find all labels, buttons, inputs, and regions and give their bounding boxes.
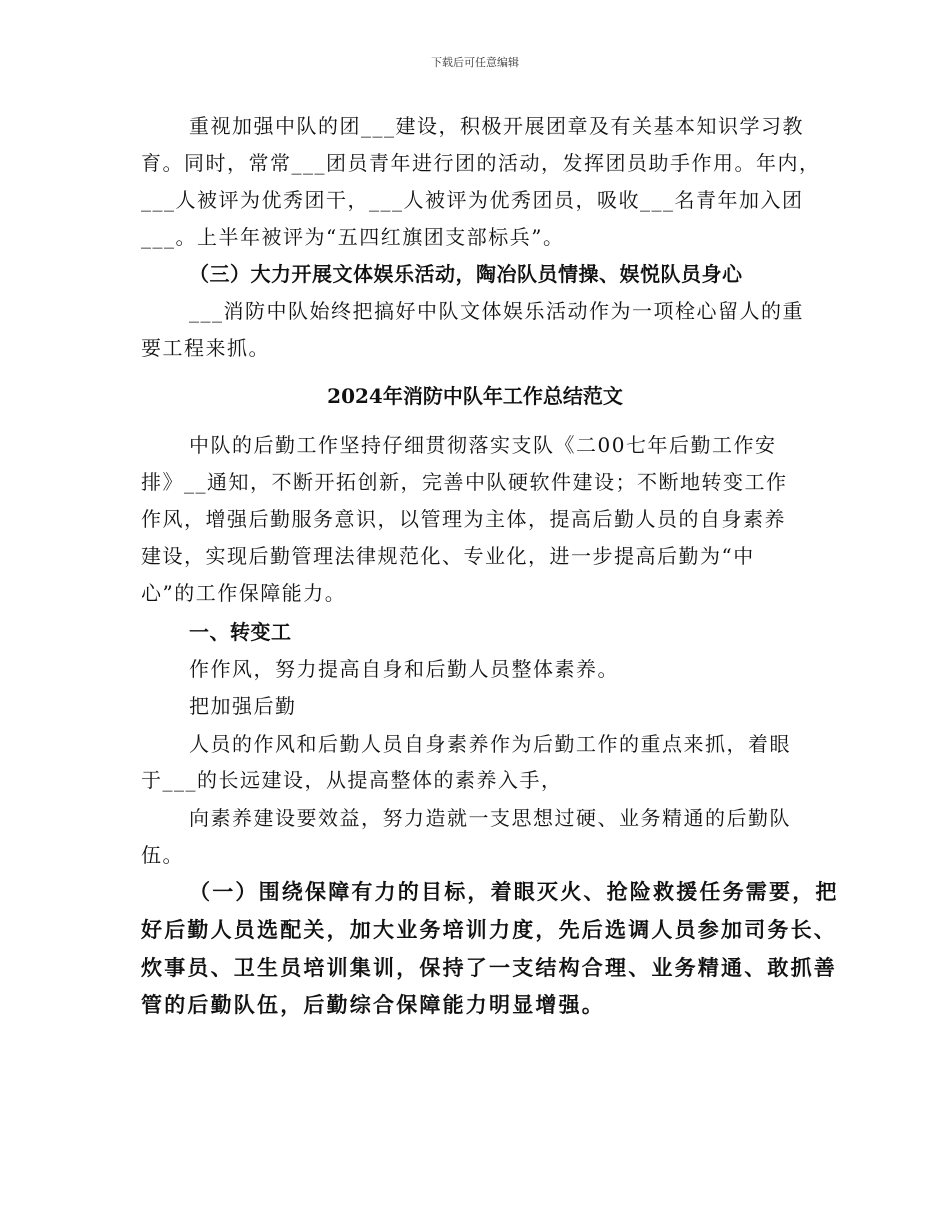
paragraph-line: ___消防中队始终把搞好中队文体娱乐活动作为一项栓心留人的重 [189,299,804,323]
bold-paragraph-line: （一）围绕保障有力的目标，着眼灭火、抢险救援任务需要，把 [189,879,839,904]
paragraph-line: 向素养建设要效益，努力造就一支思想过硬、业务精通的后勤队 [189,806,791,830]
paragraph-line: ___人被评为优秀团干，___人被评为优秀团员，吸收___名青年加入团 [141,188,804,212]
paragraph-line: 伍。 [141,843,184,867]
paragraph-line: 要工程来抓。 [141,336,270,360]
paragraph-line: 重视加强中队的团___建设，积极开展团章及有关基本知识学习教 [189,114,804,138]
paragraph-line: 中队的后勤工作坚持仔细贯彻落实支队《二00七年后勤工作安 [189,433,777,457]
paragraph-line: 育。同时，常常___团员青年进行团的活动，发挥团员助手作用。年内， [141,151,821,175]
bold-paragraph-line: 管的后勤队伍，后勤综合保障能力明显增强。 [141,992,605,1017]
bold-paragraph-line: 好后勤人员选配关，加大业务培训力度，先后选调人员参加司务长、 [141,917,837,942]
section-heading: 一、转变工 [189,620,292,644]
paragraph-line: 作风，增强后勤服务意识，以管理为主体，提高后勤人员的自身素养 [141,507,786,531]
paragraph-line: 建设，实现后勤管理法律规范化、专业化，进一步提高后勤为“中 [141,544,755,568]
section-heading: （三）大力开展文体娱乐活动，陶冶队员情操、娱悦队员身心 [189,262,743,286]
bold-paragraph-line: 炊事员、卫生员培训集训，保持了一支结构合理、业务精通、敢抓善 [141,955,837,980]
paragraph-line: ___。上半年被评为“五四红旗团支部标兵”。 [141,225,565,249]
paragraph-line: 把加强后勤 [189,694,297,718]
paragraph-line: 作作风，努力提高自身和后勤人员整体素养。 [189,657,619,681]
paragraph-line: 人员的作风和后勤人员自身素养作为后勤工作的重点来抓，着眼 [189,732,791,756]
paragraph-line: 于___的长远建设，从提高整体的素养入手， [141,768,563,792]
page-header: 下载后可任意编辑 [431,56,519,69]
document-title: 2024年消防中队年工作总结范文 [327,384,623,408]
paragraph-line: 排》__通知，不断开拓创新，完善中队硬软件建设；不断地转变工作 [141,470,788,494]
paragraph-line: 心”的工作保障能力。 [141,581,347,605]
